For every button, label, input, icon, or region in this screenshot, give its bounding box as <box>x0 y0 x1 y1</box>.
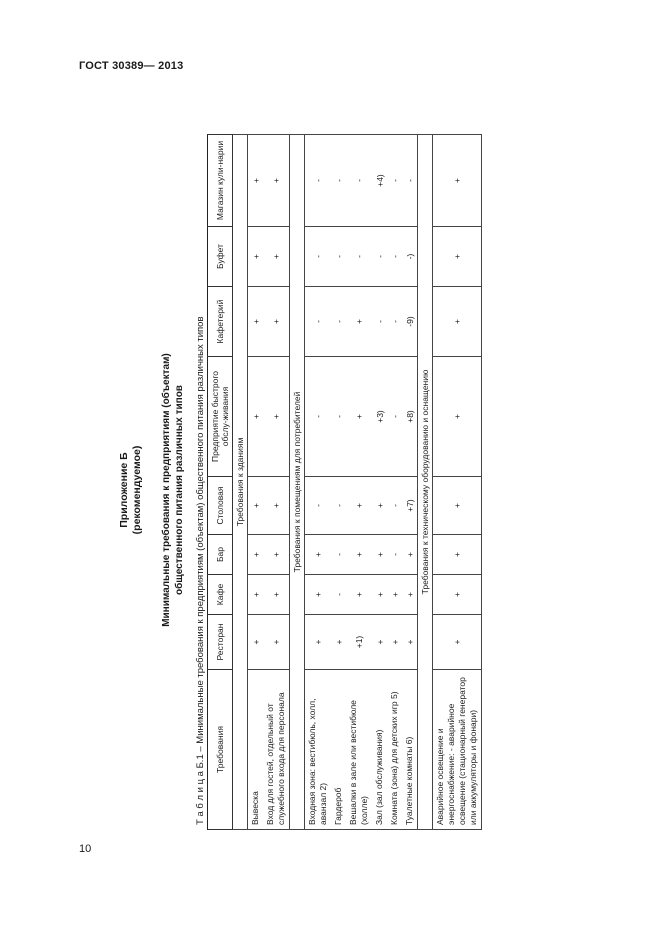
table-cell: + <box>433 535 482 575</box>
row-label: Вход для гостей, отдельный от служебного входа для персонала <box>263 670 290 830</box>
row-label: Гардероб <box>331 670 346 830</box>
table-caption: Т а б л и ц а Б.1 – Минимальные требования к предприятиям (объектам) общественного питания различных типов <box>195 316 206 825</box>
table-cell: + <box>433 287 482 357</box>
heading-line-2: общественного питания различных типов <box>174 385 185 595</box>
table-cell: + <box>263 615 290 670</box>
table-cell: + <box>433 575 482 615</box>
requirements-table <box>207 134 482 830</box>
table-section-row <box>233 135 248 830</box>
table-cell: + <box>331 615 346 670</box>
column-header: Кафетерий <box>208 287 233 357</box>
row-label: Комната (зона) для детских игр 5) <box>387 670 402 830</box>
row-label: Зал (зал обслуживания) <box>372 670 387 830</box>
table-row <box>331 135 346 830</box>
table-cell: + <box>248 357 264 477</box>
table-cell: -9) <box>402 287 418 357</box>
appendix-note: (рекомендуемое) <box>131 445 143 535</box>
column-header: Магазин кули-нарии <box>208 135 233 227</box>
table-row <box>263 135 290 830</box>
table-cell: + <box>263 287 290 357</box>
column-header: Кафе <box>208 575 233 615</box>
row-label: Вешалки в зале или вестибюле (холле) <box>346 670 372 830</box>
table-cell: - <box>387 227 402 287</box>
table-cell: + <box>263 135 290 227</box>
table-cell: - <box>305 135 332 227</box>
section-title: Требования к зданиям <box>233 135 248 830</box>
table-cell: - <box>331 135 346 227</box>
table-cell: - <box>331 357 346 477</box>
table-cell: + <box>402 615 418 670</box>
table-cell: + <box>248 575 264 615</box>
table-cell: + <box>263 575 290 615</box>
table-cell: + <box>372 535 387 575</box>
table-cell: - <box>331 477 346 535</box>
table-cell: + <box>248 287 264 357</box>
column-header: Предприятие быстрого обслу-живания <box>208 357 233 477</box>
table-cell: + <box>305 615 332 670</box>
table-header-row <box>208 135 233 830</box>
table-cell: + <box>305 575 332 615</box>
column-header: Требования <box>208 670 233 830</box>
column-header: Буфет <box>208 227 233 287</box>
table-cell: + <box>372 477 387 535</box>
table-cell: + <box>372 575 387 615</box>
rotated-page-content <box>110 100 590 880</box>
table-cell: + <box>305 535 332 575</box>
table-cell: + <box>346 575 372 615</box>
table-row <box>346 135 372 830</box>
table-cell: + <box>248 227 264 287</box>
row-label: Входная зона: вестибюль, холл, аванзал 2) <box>305 670 332 830</box>
table-cell: + <box>248 535 264 575</box>
table-cell: + <box>433 357 482 477</box>
table-cell: + <box>402 535 418 575</box>
table-row <box>305 135 332 830</box>
table-cell: - <box>372 287 387 357</box>
table-cell: +1) <box>346 615 372 670</box>
table-section-row <box>418 135 433 830</box>
table-cell: - <box>305 357 332 477</box>
table-section-row <box>290 135 305 830</box>
table-cell: - <box>305 227 332 287</box>
table-cell: + <box>387 615 402 670</box>
table-cell: - <box>331 227 346 287</box>
section-title: Требования к помещениям для потребителей <box>290 135 305 830</box>
table-cell: + <box>433 615 482 670</box>
table-cell: - <box>346 135 372 227</box>
table-row <box>248 135 264 830</box>
table-cell: - <box>387 535 402 575</box>
table-cell: + <box>346 477 372 535</box>
column-header: Бар <box>208 535 233 575</box>
table-row <box>433 135 482 830</box>
table-cell: - <box>305 287 332 357</box>
table-cell: + <box>263 535 290 575</box>
table-cell: + <box>433 135 482 227</box>
table-cell: + <box>263 357 290 477</box>
table-cell: + <box>248 615 264 670</box>
table-cell: + <box>346 357 372 477</box>
table-cell: - <box>372 227 387 287</box>
table-cell: + <box>433 477 482 535</box>
table-cell: + <box>248 477 264 535</box>
table-cell: + <box>263 227 290 287</box>
table-cell: +3) <box>372 357 387 477</box>
table-row <box>387 135 402 830</box>
table-cell: +7) <box>402 477 418 535</box>
section-title: Требования к техническому оборудованию и оснащению <box>418 135 433 830</box>
column-header: Ресторан <box>208 615 233 670</box>
table-cell: + <box>346 287 372 357</box>
table-cell: + <box>248 135 264 227</box>
table-cell: - <box>387 287 402 357</box>
table-cell: -) <box>402 227 418 287</box>
table-cell: + <box>346 535 372 575</box>
table-cell: - <box>331 575 346 615</box>
page-number: 10 <box>79 843 92 855</box>
row-label: Аварийное освещение и энергоснабжение: - аварийное освещение (стационарный генератор или аккумуляторы и фонари) <box>433 670 482 830</box>
table-cell: + <box>433 227 482 287</box>
table-cell: - <box>305 477 332 535</box>
table-cell: +8) <box>402 357 418 477</box>
table-cell: - <box>402 135 418 227</box>
table-cell: + <box>372 615 387 670</box>
table-cell: + <box>387 575 402 615</box>
table-cell: - <box>387 135 402 227</box>
table-cell: - <box>331 535 346 575</box>
document-header: ГОСТ 30389— 2013 <box>79 60 184 72</box>
appendix-title: Приложение Б <box>118 452 130 528</box>
table-row <box>402 135 418 830</box>
row-label: Туалетные комнаты 6) <box>402 670 418 830</box>
table-cell: + <box>263 477 290 535</box>
column-header: Столовая <box>208 477 233 535</box>
table-cell: +4) <box>372 135 387 227</box>
heading-line-1: Минимальные требования к предприятиям (объектам) <box>161 353 172 627</box>
row-label: Вывеска <box>248 670 264 830</box>
table-cell: - <box>387 477 402 535</box>
table-cell: - <box>346 227 372 287</box>
table-cell: + <box>402 575 418 615</box>
table-cell: - <box>331 287 346 357</box>
table-cell: - <box>387 357 402 477</box>
table-row <box>372 135 387 830</box>
